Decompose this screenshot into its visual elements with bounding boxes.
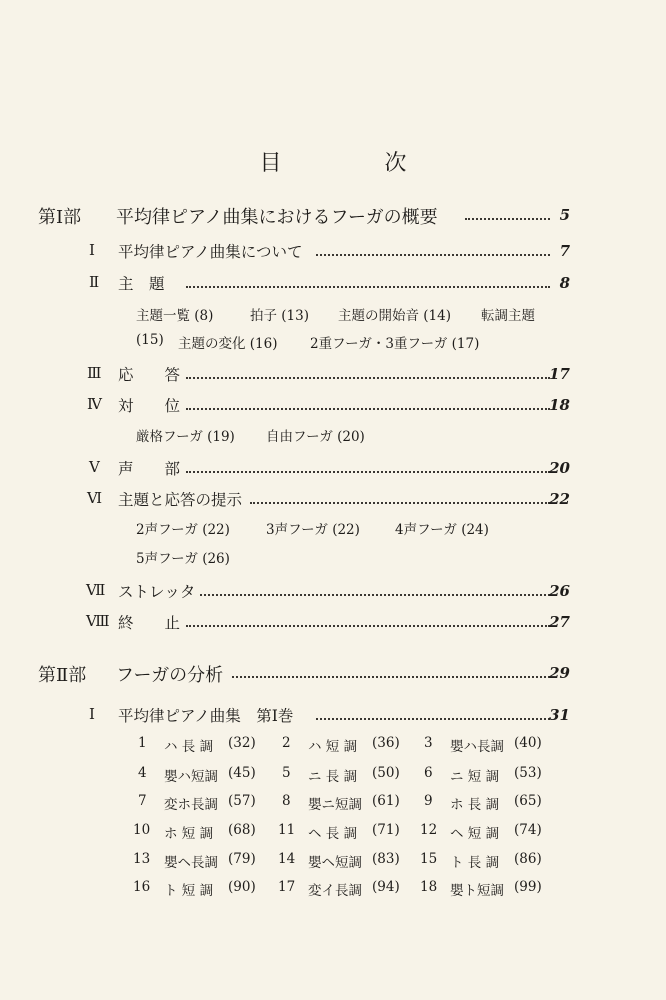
piece-key: ト 長 調 (450, 855, 500, 871)
section-title: 声 部 (118, 460, 181, 478)
page-title: 目 次 (259, 151, 455, 176)
part-1-page: 5 (559, 206, 570, 224)
piece-page: (45) (228, 765, 256, 781)
piece-page: (68) (228, 822, 256, 838)
piece-page: (83) (372, 851, 400, 867)
piece-page: (90) (228, 879, 256, 895)
piece-page: (71) (372, 822, 400, 838)
piece-page: (57) (228, 793, 256, 809)
section-number: Ⅶ (86, 581, 106, 599)
section-title: 平均律ピアノ曲集 第Ⅰ巻 (118, 707, 294, 725)
leader-dots (186, 471, 550, 473)
piece-key: ホ 長 調 (450, 797, 500, 813)
piece-key: 嬰ト短調 (450, 883, 504, 899)
piece-key: ニ 短 調 (450, 769, 500, 785)
part-2-title: フーガの分析 (116, 665, 224, 686)
piece-page: (94) (372, 879, 400, 895)
section-number: Ⅷ (86, 612, 110, 630)
section-page: 18 (549, 396, 570, 414)
piece-key: 嬰ニ短調 (308, 797, 362, 813)
piece-page: (40) (514, 735, 542, 751)
subtopic: 拍子 (13) (250, 308, 310, 324)
subtopic: 自由フーガ (20) (266, 429, 365, 445)
subtopic: 2重フーガ・3重フーガ (17) (310, 336, 480, 352)
leader-dots (465, 218, 550, 220)
piece-key: ヘ 短 調 (450, 826, 500, 842)
part-2-page: 29 (549, 664, 570, 682)
piece-number: 16 (133, 879, 151, 895)
section-page: 22 (549, 490, 570, 508)
section-number: Ⅰ (89, 705, 95, 723)
piece-key: ヘ 長 調 (308, 826, 358, 842)
section-page: 26 (549, 582, 570, 600)
piece-key: 嬰ヘ短調 (308, 855, 362, 871)
section-title: 主題と応答の提示 (118, 491, 243, 509)
leader-dots (186, 286, 550, 288)
piece-page: (65) (514, 793, 542, 809)
piece-key: ハ 長 調 (164, 739, 214, 755)
section-page: 17 (549, 365, 570, 383)
piece-page: (61) (372, 793, 400, 809)
piece-number: 13 (133, 851, 151, 867)
piece-number: 12 (420, 822, 438, 838)
piece-number: 11 (278, 822, 296, 838)
subtopic: 主題一覧 (8) (136, 308, 214, 324)
part-1-title: 平均律ピアノ曲集におけるフーガの概要 (116, 207, 438, 228)
leader-dots (200, 594, 550, 596)
subtopic: 主題の開始音 (14) (338, 308, 452, 324)
piece-page: (32) (228, 735, 256, 751)
section-title: 平均律ピアノ曲集について (118, 243, 303, 261)
piece-number: 7 (138, 793, 147, 809)
section-title: 対 位 (118, 397, 181, 415)
subtopic: 2声フーガ (22) (136, 522, 230, 538)
piece-page: (36) (372, 735, 400, 751)
piece-key: ハ 短 調 (308, 739, 358, 755)
leader-dots (186, 408, 550, 410)
section-number: Ⅰ (89, 241, 95, 259)
section-number: Ⅵ (87, 489, 103, 507)
piece-number: 10 (133, 822, 151, 838)
section-number: Ⅴ (89, 458, 100, 476)
piece-number: 9 (424, 793, 433, 809)
part-2-label: 第Ⅱ部 (38, 665, 87, 686)
piece-number: 8 (282, 793, 291, 809)
section-page: 31 (549, 706, 570, 724)
piece-page: (74) (514, 822, 542, 838)
piece-key: 嬰ヘ長調 (164, 855, 218, 871)
leader-dots (232, 676, 550, 678)
subtopic: 主題の変化 (16) (178, 336, 278, 352)
subtopic: 3声フーガ (22) (266, 522, 360, 538)
piece-page: (99) (514, 879, 542, 895)
piece-key: 嬰ハ長調 (450, 739, 504, 755)
piece-key: ホ 短 調 (164, 826, 214, 842)
piece-number: 3 (424, 735, 433, 751)
piece-number: 6 (424, 765, 433, 781)
piece-page: (50) (372, 765, 400, 781)
leader-dots (316, 254, 550, 256)
piece-page: (53) (514, 765, 542, 781)
piece-number: 1 (138, 735, 147, 751)
piece-page: (79) (228, 851, 256, 867)
piece-key: 変ホ長調 (164, 797, 218, 813)
piece-number: 14 (278, 851, 296, 867)
section-title: 終 止 (118, 614, 181, 632)
subtopic: 転調主題 (481, 308, 535, 324)
piece-key: 嬰ハ短調 (164, 769, 218, 785)
piece-number: 5 (282, 765, 291, 781)
section-number: Ⅲ (87, 364, 102, 382)
piece-key: ト 短 調 (164, 883, 214, 899)
section-page: 27 (549, 613, 570, 631)
piece-page: (86) (514, 851, 542, 867)
piece-number: 18 (420, 879, 438, 895)
section-number: Ⅱ (89, 273, 100, 291)
section-number: Ⅳ (87, 395, 102, 413)
leader-dots (186, 625, 550, 627)
leader-dots (316, 718, 550, 720)
leader-dots (250, 502, 550, 504)
piece-number: 2 (282, 735, 291, 751)
section-title: 主 題 (118, 275, 165, 293)
section-page: 20 (549, 459, 570, 477)
subtopic: 5声フーガ (26) (136, 551, 230, 567)
piece-number: 4 (138, 765, 147, 781)
piece-key: ニ 長 調 (308, 769, 358, 785)
piece-number: 17 (278, 879, 296, 895)
subtopic: 4声フーガ (24) (395, 522, 489, 538)
piece-key: 変イ長調 (308, 883, 362, 899)
section-title: ストレッタ (118, 583, 196, 601)
piece-number: 15 (420, 851, 438, 867)
section-page: 7 (559, 242, 570, 260)
section-title: 応 答 (118, 366, 181, 384)
subtopic: (15) (136, 332, 164, 348)
leader-dots (186, 377, 550, 379)
section-page: 8 (559, 274, 570, 292)
subtopic: 厳格フーガ (19) (136, 429, 235, 445)
part-1-label: 第Ⅰ部 (38, 207, 82, 228)
